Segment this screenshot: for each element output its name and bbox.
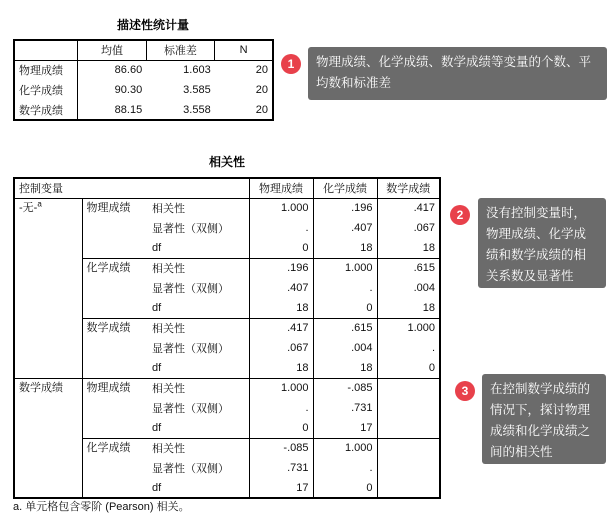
cell: 0: [313, 478, 377, 498]
var-label: 化学成绩: [82, 258, 148, 318]
note-badge-1: 1: [281, 54, 301, 74]
cell: [377, 378, 440, 398]
cell: .067: [377, 218, 440, 238]
cell: 17: [313, 418, 377, 438]
col-header-math: 数学成绩: [377, 178, 440, 198]
cell-n: 20: [255, 64, 268, 77]
stat-label: 显著性（双侧）: [152, 283, 229, 295]
var-label: 化学成绩: [82, 438, 148, 498]
cell-n: 20: [255, 84, 268, 96]
cell: .731: [313, 398, 377, 418]
desc-header-sd: 标准差: [146, 40, 215, 60]
cell: .615: [313, 318, 377, 338]
desc-header-n: N: [215, 40, 273, 60]
cell-sd: 1.603: [183, 64, 211, 77]
cell: 0: [249, 238, 313, 258]
cell: -.085: [249, 438, 313, 458]
note-badge-3: 3: [455, 381, 475, 401]
cell-mean: 90.30: [78, 80, 146, 100]
table-row: [14, 60, 273, 80]
table-row: [14, 80, 273, 100]
cell: 18: [313, 358, 377, 378]
stat-label: 显著性（双侧）: [152, 223, 229, 235]
cell: .067: [249, 338, 313, 358]
stat-label: df: [152, 481, 162, 494]
control-var-none: -无-$^a$: [19, 198, 42, 214]
cell: .196: [249, 258, 313, 278]
cell: 0: [249, 418, 313, 438]
control-var-math: 数学成绩: [14, 378, 82, 498]
cell: 1.000: [249, 378, 313, 398]
cell: .407: [313, 218, 377, 238]
row-label: 化学成绩: [19, 85, 63, 97]
desc-table-title: 描述性统计量: [116, 18, 189, 32]
table-row: [14, 100, 273, 120]
cell: 1.000: [313, 438, 377, 458]
cell: .731: [249, 458, 313, 478]
stat-label: df: [152, 421, 162, 434]
cell: [377, 438, 440, 458]
cell: 1.000: [249, 198, 313, 218]
cell: .: [377, 338, 440, 358]
stat-label: 显著性（双侧）: [152, 463, 229, 475]
cell: 1.000: [377, 318, 440, 338]
cell: .: [313, 278, 377, 298]
desc-header-mean: 均值: [78, 40, 146, 60]
cell-n: 20: [255, 103, 268, 116]
desc-corner: [14, 40, 78, 60]
cell: 18: [249, 358, 313, 378]
stat-label: 显著性（双侧）: [152, 403, 229, 415]
cell: 0: [377, 358, 440, 378]
stat-label: 相关性: [148, 258, 249, 278]
table-footnote: a. 单元格包含零阶 (Pearson) 相关。: [13, 501, 190, 513]
cell: -.085: [313, 378, 377, 398]
note-badge-2: 2: [450, 205, 470, 225]
cell: [377, 478, 440, 498]
control-var-header: 控制变量: [14, 178, 249, 198]
cell: 0: [313, 298, 377, 318]
cell: .: [249, 398, 313, 418]
note-box-2: 没有控制变量时，物理成绩、化学成绩和数学成绩的相关系数及显著性: [478, 198, 606, 288]
corr-table: [13, 177, 441, 499]
cell: [377, 458, 440, 478]
row-label: 物理成绩: [19, 65, 63, 78]
var-label: 物理成绩: [82, 198, 148, 258]
stat-label: 相关性: [148, 378, 249, 398]
cell-mean: 86.60: [78, 60, 146, 80]
cell: .417: [249, 318, 313, 338]
cell: 18: [249, 298, 313, 318]
stat-label: 相关性: [148, 318, 249, 338]
cell: 1.000: [313, 258, 377, 278]
cell: 18: [313, 238, 377, 258]
cell-sd: 3.558: [183, 103, 211, 116]
stat-label: 显著性（双侧）: [152, 343, 229, 355]
cell: 18: [377, 298, 440, 318]
cell: 17: [249, 478, 313, 498]
cell-mean: 88.15: [78, 100, 146, 120]
cell: .004: [313, 338, 377, 358]
cell: .196: [313, 198, 377, 218]
note-box-1: 物理成绩、化学成绩、数学成绩等变量的个数、平均数和标准差: [308, 47, 607, 100]
cell: .004: [377, 278, 440, 298]
cell: [377, 418, 440, 438]
cell: [377, 398, 440, 418]
var-label: 数学成绩: [82, 318, 148, 378]
var-label: 物理成绩: [82, 378, 148, 438]
note-box-3: 在控制数学成绩的情况下，探讨物理成绩和化学成绩之间的相关性: [482, 374, 606, 464]
stat-label: 相关性: [148, 438, 249, 458]
stat-label: 相关性: [152, 203, 185, 216]
cell: .407: [249, 278, 313, 298]
cell: .: [249, 218, 313, 238]
cell: 18: [377, 238, 440, 258]
cell: .417: [377, 198, 440, 218]
row-label: 数学成绩: [19, 104, 63, 117]
stat-label: df: [152, 301, 162, 314]
col-header-chemistry: 化学成绩: [313, 178, 377, 198]
stat-label: df: [152, 361, 162, 374]
corr-table-title: 相关性: [208, 155, 245, 169]
cell: .615: [377, 258, 440, 278]
cell-sd: 3.585: [183, 84, 211, 96]
desc-table: [13, 39, 274, 121]
stat-label: df: [152, 241, 162, 254]
cell: .: [313, 458, 377, 478]
col-header-physics: 物理成绩: [249, 178, 313, 198]
